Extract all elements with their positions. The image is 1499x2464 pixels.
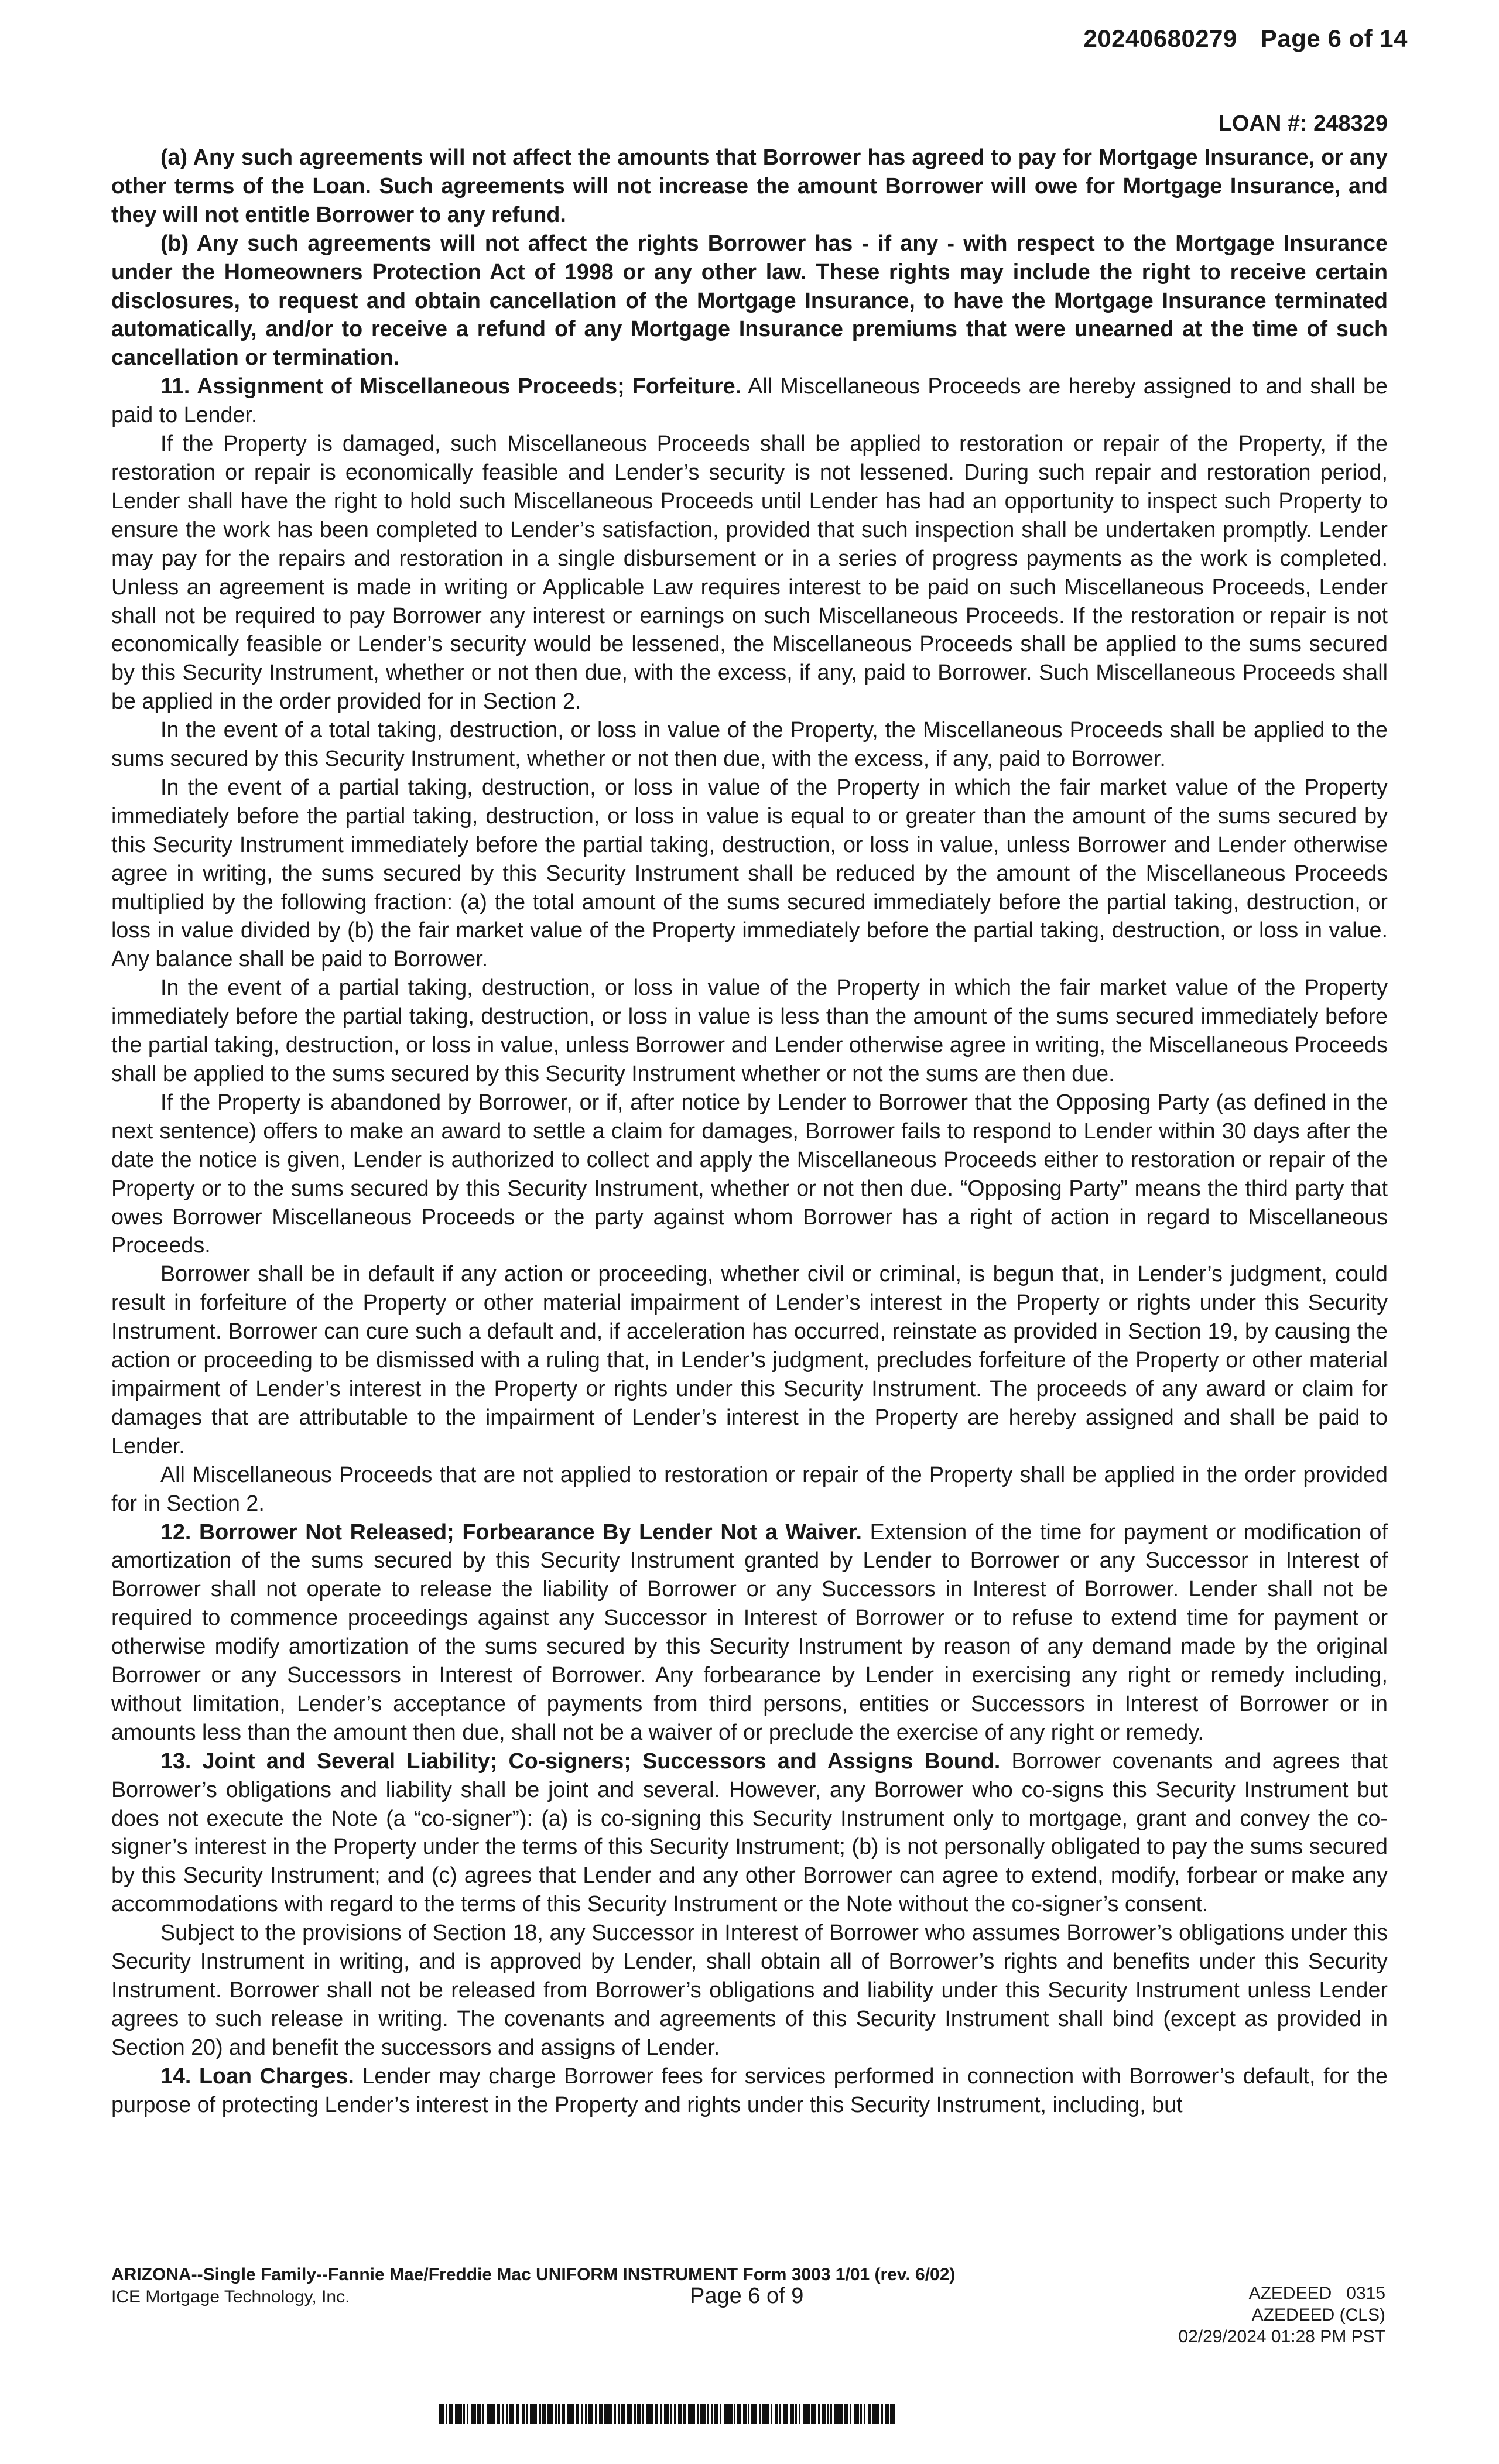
barcode-bar <box>868 2404 871 2424</box>
barcode-bar <box>497 2404 500 2424</box>
barcode-bar <box>567 2404 574 2424</box>
barcode-bar <box>737 2404 741 2424</box>
barcode-bar <box>482 2404 484 2424</box>
barcode-bar <box>477 2404 481 2424</box>
section-11-paragraph: 11. Assignment of Miscellaneous Proceeds; Forfeiture. All Miscellaneous Proceeds are hereby assigned to and shall be paid to Lender. <box>111 374 1388 427</box>
barcode-bar <box>588 2404 593 2424</box>
form-identifier: ARIZONA--Single Family--Fannie Mae/Freddie Mac UNIFORM INSTRUMENT Form 3003 1/01 (rev. 6/02) <box>111 2265 956 2284</box>
barcode-bar <box>646 2404 653 2424</box>
barcode-bar <box>670 2404 672 2424</box>
section-12-paragraph: 12. Borrower Not Released; Forbearance By Lender Not a Waiver. Extension of the time for payment or modification of amortization of the sums secured by this Security Instrument granted by Lender to Borrower or any Successor in Interest of Borrower shall not operate to release the liability of Borrower or any Successors in Interest of Borrower. Lender shall not be required to commence proceedings against any Successor in Interest of Borrower or to refuse to extend time for payment or otherwise modify amortization of the sums secured by this Security Instrument by reason of any demand made by the original Borrower or any Successors in Interest of Borrower. Any forbearance by Lender in exercising any right or remedy including, without limitation, Lender’s acceptance of payments from third persons, entities or Successors in Interest of Borrower or in amounts less than the amount then due, shall not be a waiver of or preclude the exercise of any right or remedy. <box>111 1519 1388 1744</box>
barcode-bar <box>762 2404 769 2424</box>
form-code-cls: AZEDEED (CLS) <box>1251 2305 1385 2325</box>
paragraph: If the Property is abandoned by Borrower, or if, after notice by Lender to Borrower that the Opposing Party (as defined in the next sentence) offers to make an award to settle a claim for damages, Borrower fails to respond to Lender within 30 days after the date the notice is given, Lender is authorized to collect and apply the Miscellaneous Proceeds either to restoration or repair of the Property or to the sums secured by this Security Instrument, whether or not then due. “Opposing Party” means the third party that owes Borrower Miscellaneous Proceeds or the party against whom Borrower has a right of action in regard to Miscellaneous Proceeds. <box>111 1089 1388 1258</box>
barcode-bar <box>697 2404 699 2424</box>
barcode-bar <box>585 2404 587 2424</box>
barcode-bar <box>576 2404 579 2424</box>
footer-right <box>1178 2282 1385 2347</box>
barcode-bar <box>542 2404 546 2424</box>
barcode-bar <box>463 2404 465 2424</box>
barcode-bar <box>751 2404 757 2424</box>
barcode-bar <box>844 2404 848 2424</box>
footer-left <box>111 2264 955 2308</box>
barcode-bar <box>783 2404 788 2424</box>
barcode-bar <box>581 2404 583 2424</box>
barcode-bar <box>830 2404 832 2424</box>
barcode-bar <box>614 2404 616 2424</box>
barcode-bar <box>599 2404 603 2424</box>
barcode-bar <box>779 2404 781 2424</box>
barcode-bar <box>734 2404 735 2424</box>
barcode-bar <box>627 2404 632 2424</box>
barcode-bar <box>854 2404 859 2424</box>
barcode-bar <box>446 2404 447 2424</box>
section-13-paragraph: 13. Joint and Several Liability; Co-signers; Successors and Assigns Bound. Borrower covenants and agrees that Borrower’s obligations and liability shall be joint and several. However, any Borrower who co-signs this Security Instrument but does not execute the Note (a “co-signer”): (a) is co-signing this Security Instrument only to mortgage, grant and convey the co-signer’s interest in the Property under the terms of this Security Instrument; (b) is not personally obligated to pay the sums secured by this Security Instrument; and (c) agrees that Lender and any other Borrower can agree to extend, modify, forbear or make any accommodations with regard to the terms of this Security Instrument or the Note without the co-signer’s consent. <box>111 1748 1388 1917</box>
loan-number: LOAN #: 248329 <box>1218 111 1388 136</box>
barcode-bar <box>467 2404 468 2424</box>
document-body <box>111 143 1388 2119</box>
barcode-bar <box>516 2404 519 2424</box>
barcode-bar <box>720 2404 721 2424</box>
barcode-bar <box>522 2404 525 2424</box>
barcode-bar <box>621 2404 625 2424</box>
barcode-bar <box>890 2404 895 2424</box>
paragraph: In the event of a partial taking, destruction, or loss in value of the Property in which the fair market value of the Property immediately before the partial taking, destruction, or loss in value is equal to or greater than the amount of the sums secured by this Security Instrument immediately before the partial taking, destruction, or loss in value, unless Borrower and Lender otherwise agree in writing, the sums secured by this Security Instrument shall be reduced by the amount of the Miscellaneous Proceeds multiplied by the following fraction: (a) the total amount of the sums secured immediately before the partial taking, destruction, or loss in value divided by (b) the fair market value of the Property immediately before the partial taking, destruction, or loss in value. Any balance shall be paid to Borrower. <box>111 774 1388 971</box>
barcode-bar <box>775 2404 778 2424</box>
barcode-bar <box>642 2404 644 2424</box>
barcode-bar <box>664 2404 669 2424</box>
barcode-bar <box>530 2404 537 2424</box>
barcode-bar <box>487 2404 495 2424</box>
paragraph: Subject to the provisions of Section 18, any Successor in Interest of Borrower who assumes Borrower’s obligations under this Security Instrument in writing, and is approved by Lender, shall obtain all of Borrower’s rights and benefits under this Security Instrument. Borrower shall not be released from Borrower’s obligations and liability under this Security Instrument unless Lender agrees to such release in writing. The covenants and agreements of this Security Instrument shall bind (except as provided in Section 20) and benefit the successors and assigns of Lender. <box>111 1920 1388 2059</box>
barcode-bar <box>509 2404 514 2424</box>
barcode-bar <box>595 2404 597 2424</box>
barcode-bar <box>790 2404 794 2424</box>
barcode-bar <box>860 2404 862 2424</box>
company-name: ICE Mortgage Technology, Inc. <box>111 2287 350 2306</box>
barcode-bar <box>885 2404 889 2424</box>
barcode-bar <box>678 2404 682 2424</box>
barcode-bar <box>822 2404 826 2424</box>
paragraph: (b) Any such agreements will not affect the rights Borrower has - if any - with respect to the Mortgage Insurance under the Homeowners Protection Act of 1998 or any other law. These rights may include the right to receive certain disclosures, to request and obtain cancellation of the Mortgage Insurance, to have the Mortgage Insurance terminated automatically, and/or to receive a refund of any Mortgage Insurance premiums that were unearned at the time of such cancellation or termination. <box>111 230 1388 370</box>
barcode-bar <box>724 2404 733 2424</box>
barcode-bar <box>799 2404 800 2424</box>
barcode-bar <box>795 2404 797 2424</box>
barcode-bar <box>818 2404 820 2424</box>
barcode-bar <box>558 2404 560 2424</box>
barcode-bar <box>455 2404 462 2424</box>
barcode-bar <box>674 2404 676 2424</box>
barcode-bar <box>827 2404 829 2424</box>
footer-page-number: Page 6 of 9 <box>690 2284 804 2308</box>
barcode-bar <box>759 2404 761 2424</box>
recording-page-label: Page 6 of 14 <box>1260 25 1408 52</box>
barcode-bar <box>850 2404 851 2424</box>
barcode-bar <box>748 2404 750 2424</box>
barcode-bar <box>506 2404 508 2424</box>
barcode-bar <box>547 2404 553 2424</box>
barcode-bar <box>539 2404 541 2424</box>
barcode <box>439 2404 1025 2424</box>
barcode-bar <box>711 2404 713 2424</box>
document-number: 20240680279 <box>1083 25 1237 52</box>
barcode-bar <box>803 2404 810 2424</box>
barcode-bar <box>834 2404 843 2424</box>
barcode-bar <box>471 2404 476 2424</box>
barcode-bar <box>771 2404 772 2424</box>
barcode-bar <box>618 2404 620 2424</box>
paragraph: Borrower shall be in default if any action or proceeding, whether civil or criminal, is begun that, in Lender’s judgment, could result in forfeiture of the Property or other material impairment of Lender’s interest in the Property or rights under this Security Instrument. Borrower can cure such a default and, if acceleration has occurred, reinstate as provided in Section 19, by causing the action or proceeding to be dismissed with a ruling that, in Lender’s judgment, precludes forfeiture of the Property or other material impairment of Lender’s interest in the Property or rights under this Security Instrument. The proceeds of any award or claim for damages that are attributable to the impairment of Lender’s interest in the Property are hereby assigned and shall be paid to Lender. <box>111 1261 1388 1458</box>
paragraph: If the Property is damaged, such Miscellaneous Proceeds shall be applied to restoration or repair of the Property, if the restoration or repair is economically feasible and Lender’s security is not lessened. During such repair and restoration period, Lender shall have the right to hold such Miscellaneous Proceeds until Lender has had an opportunity to inspect such Property to ensure the work has been completed to Lender’s satisfaction, provided that such inspection shall be undertaken promptly. Lender may pay for the repairs and restoration in a single disbursement or in a series of progress payments as the work is completed. Unless an agreement is made in writing or Applicable Law requires interest to be paid on such Miscellaneous Proceeds, Lender shall not be required to pay Borrower any interest or earnings on such Miscellaneous Proceeds. If the restoration or repair is not economically feasible or Lender’s security would be lessened, the Miscellaneous Proceeds shall be applied to the sums secured by this Security Instrument, whether or not then due, with the excess, if any, paid to Borrower. Such Miscellaneous Proceeds shall be applied in the order provided for in Section 2. <box>111 431 1388 714</box>
paragraph: All Miscellaneous Proceeds that are not applied to restoration or repair of the Property shall be applied in the order provided for in Section 2. <box>111 1462 1388 1515</box>
barcode-bar <box>562 2404 565 2424</box>
barcode-bar <box>502 2404 504 2424</box>
recording-header <box>1083 25 1408 53</box>
barcode-bar <box>439 2404 444 2424</box>
barcode-bar <box>714 2404 718 2424</box>
barcode-bar <box>707 2404 709 2424</box>
barcode-bar <box>881 2404 883 2424</box>
barcode-bar <box>637 2404 641 2424</box>
paragraph: In the event of a total taking, destruction, or loss in value of the Property, the Miscellaneous Proceeds shall be applied to the sums secured by this Security Instrument, whether or not then due, with the excess, if any, paid to Borrower. <box>111 717 1388 771</box>
barcode-bar <box>604 2404 612 2424</box>
barcode-bar <box>872 2404 879 2424</box>
form-code: AZEDEED 0315 <box>1248 2284 1385 2303</box>
barcode-bar <box>555 2404 557 2424</box>
barcode-bar <box>634 2404 636 2424</box>
barcode-bar <box>811 2404 816 2424</box>
paragraph: (a) Any such agreements will not affect the amounts that Borrower has agreed to pay for Mortgage Insurance, or any other terms of the Loan. Such agreements will not increase the amount Borrower will owe for Mortgage Insurance, and they will not entitle Borrower to any refund. <box>111 145 1388 227</box>
barcode-bar <box>683 2404 686 2424</box>
barcode-bar <box>660 2404 662 2424</box>
barcode-bar <box>449 2404 453 2424</box>
paragraph: In the event of a partial taking, destruction, or loss in value of the Property in which the fair market value of the Property immediately before the partial taking, destruction, or loss in value is less than the amount of the sums secured immediately before the partial taking, destruction, or loss in value, unless Borrower and Lender otherwise agree in writing, the Miscellaneous Proceeds shall be applied to the sums secured by this Security Instrument whether or not the sums are then due. <box>111 975 1388 1086</box>
print-timestamp: 02/29/2024 01:28 PM PST <box>1178 2327 1385 2346</box>
section-14-paragraph: 14. Loan Charges. Lender may charge Borrower fees for services performed in connection with Borrower’s default, for the purpose of protecting Lender’s interest in the Property and rights under this Security Instrument, including, but <box>111 2063 1388 2117</box>
barcode-bar <box>655 2404 658 2424</box>
barcode-bar <box>526 2404 528 2424</box>
barcode-bar <box>743 2404 747 2424</box>
barcode-bar <box>688 2404 695 2424</box>
barcode-bar <box>864 2404 865 2424</box>
barcode-bar <box>700 2404 706 2424</box>
